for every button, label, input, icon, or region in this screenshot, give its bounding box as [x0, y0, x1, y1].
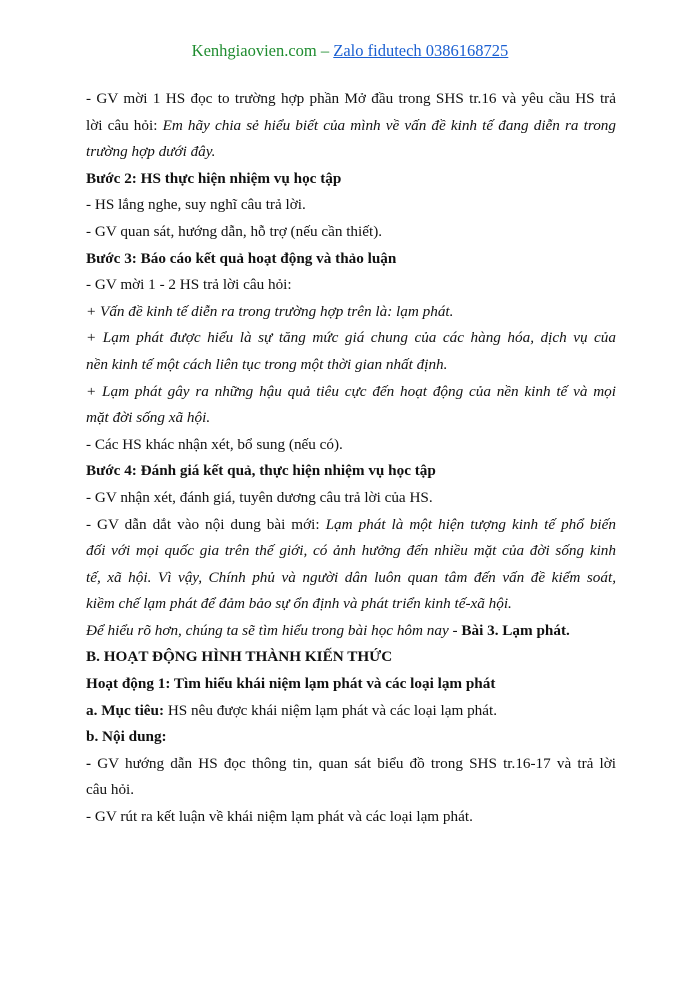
intro-line: đối với mọi quốc gia trên thế giới, có ảnh hưởng đến nhiều mặt của đời sống kinh — [86, 542, 616, 560]
question-text: Em hãy chia sẻ hiểu biết của mình về vấn đề kinh tế đang diễn ra trong — [162, 116, 616, 134]
answer-line: mặt đời sống xã hội. — [86, 409, 211, 427]
intro-line: tế, xã hội. Vì vậy, Chính phủ và người dân luôn quan tâm đến vấn đề kiểm soát, — [86, 568, 616, 586]
paragraph-line — [86, 512, 616, 539]
content-label: b. Nội dung: — [86, 728, 167, 746]
goal-line — [86, 698, 616, 725]
goal-text: HS nêu được khái niệm lạm phát và các loại lạm phát. — [164, 701, 498, 719]
answer-line: + Lạm phát được hiểu là sự tăng mức giá chung của các hàng hóa, dịch vụ của — [86, 329, 616, 347]
page-header — [0, 40, 700, 62]
text-span: Để hiểu rõ hơn, chúng ta sẽ tìm hiểu trong bài học hôm nay - — [86, 621, 462, 639]
text-span: - GV dẫn dắt vào nội dung bài mới: — [86, 515, 326, 533]
paragraph-line: - GV mời 1 HS đọc to trường hợp phần Mở đầu trong SHS tr.16 và yêu cầu HS trả — [86, 90, 616, 107]
lesson-title: Bài 3. Lạm phát. — [461, 621, 570, 639]
answer-line: nền kinh tế một cách liên tục trong một thời gian nhất định. — [86, 355, 448, 373]
text-span: GV hướng dẫn HS đọc thông tin, quan sát biểu đồ trong SHS tr.16-17 và trả lời — [97, 754, 616, 772]
step-3-heading: Bước 3: Báo cáo kết quả hoạt động và thảo luận — [86, 249, 397, 267]
text-span: lời câu hỏi: — [86, 116, 163, 134]
paragraph-line: - HS lắng nghe, suy nghĩ câu trả lời. — [86, 196, 306, 214]
goal-label: a. Mục tiêu: — [86, 701, 165, 719]
step-2-heading: Bước 2: HS thực hiện nhiệm vụ học tập — [86, 169, 342, 187]
paragraph-line: - GV quan sát, hướng dẫn, hỗ trợ (nếu cần thiết). — [86, 222, 383, 240]
paragraph-line — [86, 113, 616, 140]
zalo-contact-link[interactable]: Zalo fidutech 0386168725 — [333, 41, 509, 60]
section-b-heading: B. HOẠT ĐỘNG HÌNH THÀNH KIẾN THỨC — [86, 648, 393, 666]
intro-text: Lạm phát là một hiện tượng kinh tế phổ biến — [325, 515, 616, 533]
activity-1-heading: Hoạt động 1: Tìm hiểu khái niệm lạm phát và các loại lạm phát — [86, 675, 496, 693]
text-span: - — [86, 754, 98, 772]
answer-line: + Vấn đề kinh tế diễn ra trong trường hợp trên là: lạm phát. — [86, 302, 454, 320]
step-4-heading: Bước 4: Đánh giá kết quả, thực hiện nhiệm vụ học tập — [86, 462, 436, 480]
header-separator: – — [316, 41, 334, 60]
paragraph-line: - GV rút ra kết luận về khái niệm lạm phát và các loại lạm phát. — [86, 808, 473, 826]
paragraph-line: - Các HS khác nhận xét, bổ sung (nếu có). — [86, 435, 343, 453]
paragraph-line: - GV mời 1 - 2 HS trả lời câu hỏi: — [86, 276, 292, 294]
intro-line — [86, 618, 616, 645]
intro-line: kiềm chế lạm phát để đảm bảo sự ổn định và phát triển kinh tế-xã hội. — [86, 595, 512, 613]
paragraph-line — [86, 751, 616, 778]
paragraph-line: trường hợp dưới đây. — [86, 143, 216, 161]
paragraph-line: câu hỏi. — [86, 781, 135, 799]
document-body — [86, 86, 616, 831]
answer-line: + Lạm phát gây ra những hậu quả tiêu cực đến hoạt động của nền kinh tế và mọi — [86, 382, 616, 400]
paragraph-line: - GV nhận xét, đánh giá, tuyên dương câu trả lời của HS. — [86, 488, 433, 506]
site-name[interactable]: Kenhgiaovien.com — [191, 41, 317, 60]
